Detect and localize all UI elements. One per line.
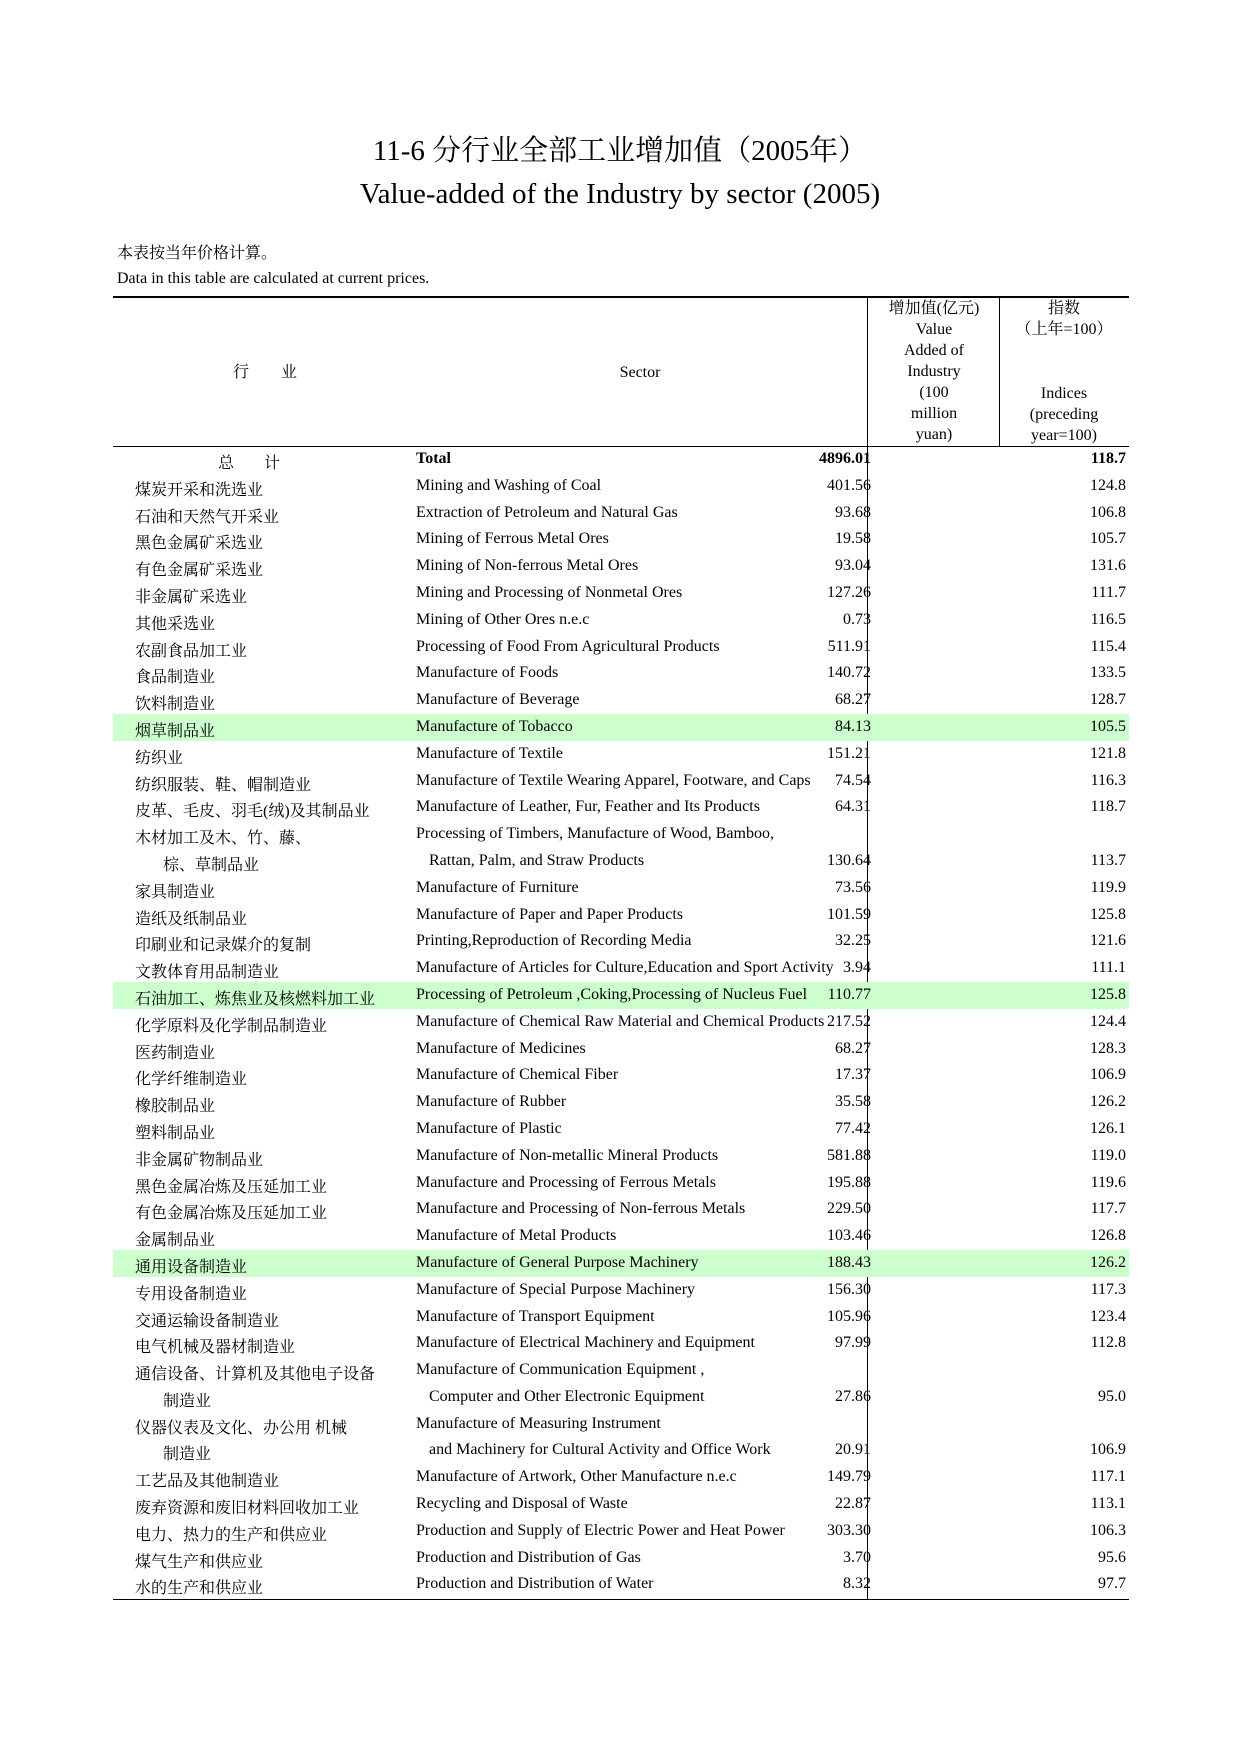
sector-name-en: Manufacture of Communication Equipment , bbox=[416, 1361, 705, 1379]
sector-name-en: Manufacture of Paper and Paper Products bbox=[416, 905, 684, 923]
header-index-bottom-line: (preceding bbox=[1029, 406, 1099, 423]
index-cell: 113.1 bbox=[1090, 1495, 1126, 1513]
sector-name-cn: 纺织服装、鞋、帽制造业 bbox=[135, 776, 312, 794]
table-row bbox=[113, 1464, 1129, 1491]
value-added-cell: 156.30 bbox=[827, 1280, 871, 1298]
sector-name-cn: 总计 bbox=[218, 455, 311, 472]
value-added-cell: 229.50 bbox=[827, 1200, 871, 1218]
header-value-line: million bbox=[910, 405, 958, 422]
index-cell: 116.3 bbox=[1090, 771, 1126, 789]
index-cell: 116.5 bbox=[1090, 610, 1126, 628]
table-bottom-rule bbox=[113, 1599, 1129, 1600]
index-cell: 112.8 bbox=[1090, 1334, 1126, 1352]
sector-name-cn: 制造业 bbox=[163, 1392, 212, 1410]
table-row bbox=[113, 1545, 1129, 1572]
sector-name-en: Production and Distribution of Water bbox=[416, 1575, 654, 1593]
header-index-bottom-line: year=100) bbox=[1031, 427, 1097, 444]
sector-name-en: Manufacture of Electrical Machinery and Equipment bbox=[416, 1334, 755, 1352]
value-added-cell: 22.87 bbox=[835, 1495, 871, 1513]
sector-name-cn: 煤气生产和供应业 bbox=[135, 1553, 264, 1571]
sector-name-cn: 医药制造业 bbox=[135, 1044, 216, 1062]
table-row bbox=[113, 1089, 1129, 1116]
table-row bbox=[113, 875, 1129, 902]
sector-name-en: Processing of Petroleum ,Coking,Processing of Nucleus Fuel bbox=[416, 985, 808, 1003]
index-cell: 133.5 bbox=[1090, 664, 1126, 682]
sector-name-en: Mining of Non-ferrous Metal Ores bbox=[416, 557, 639, 575]
sector-name-en: Extraction of Petroleum and Natural Gas bbox=[416, 503, 678, 521]
table-row bbox=[113, 1170, 1129, 1197]
sector-name-cn: 化学纤维制造业 bbox=[135, 1071, 248, 1089]
value-added-cell: 130.64 bbox=[827, 851, 871, 869]
table-row bbox=[113, 1223, 1129, 1250]
sector-name-cn: 石油加工、炼焦业及核燃料加工业 bbox=[135, 990, 376, 1008]
sector-name-en: Manufacture of Medicines bbox=[416, 1039, 586, 1057]
index-cell: 106.8 bbox=[1090, 503, 1126, 521]
sector-name-en: Manufacture of Rubber bbox=[416, 1093, 567, 1111]
sector-name-cn: 棕、草制品业 bbox=[163, 856, 260, 874]
table-row bbox=[113, 500, 1129, 527]
sector-name-cn: 金属制品业 bbox=[135, 1232, 216, 1250]
index-cell: 118.7 bbox=[1090, 450, 1126, 467]
index-cell: 121.6 bbox=[1090, 932, 1126, 950]
index-cell: 119.6 bbox=[1090, 1173, 1126, 1191]
sector-name-cn: 橡胶制品业 bbox=[135, 1098, 216, 1116]
table-row bbox=[113, 1411, 1129, 1438]
value-added-cell: 74.54 bbox=[835, 771, 871, 789]
sector-name-cn: 造纸及纸制品业 bbox=[135, 910, 248, 928]
sector-name-en: Mining of Ferrous Metal Ores bbox=[416, 530, 609, 548]
sector-name-cn: 黑色金属矿采选业 bbox=[135, 535, 264, 553]
header-value-line: Added of bbox=[904, 342, 964, 359]
table-row bbox=[113, 1571, 1129, 1598]
header-index-bottom-line: Indices bbox=[1040, 385, 1088, 402]
sector-name-en: Total bbox=[416, 450, 451, 467]
sector-name-cn: 有色金属冶炼及压延加工业 bbox=[135, 1205, 328, 1223]
value-added-cell: 32.25 bbox=[835, 932, 871, 950]
table-row bbox=[113, 634, 1129, 661]
sector-name-cn: 印刷业和记录媒介的复制 bbox=[135, 937, 312, 955]
sector-name-cn: 仪器仪表及文化、办公用 机械 bbox=[135, 1419, 348, 1437]
sector-name-en: Manufacture of Transport Equipment bbox=[416, 1307, 655, 1325]
header-index-top-line: （上年=100） bbox=[1015, 321, 1113, 338]
sector-name-en: Manufacture of Metal Products bbox=[416, 1227, 617, 1245]
sector-name-en: Manufacture of Tobacco bbox=[416, 717, 573, 735]
sector-name-cn: 煤炭开采和洗选业 bbox=[135, 481, 264, 499]
sector-name-cn: 其他采选业 bbox=[135, 615, 216, 633]
table-row bbox=[113, 741, 1129, 768]
value-added-cell: 17.37 bbox=[835, 1066, 871, 1084]
header-value-line: (100 bbox=[919, 384, 949, 401]
header-value-line: Industry bbox=[907, 363, 961, 380]
value-added-cell: 103.46 bbox=[827, 1227, 871, 1245]
header-index-top bbox=[1000, 298, 1128, 340]
table-row bbox=[113, 473, 1129, 500]
value-added-cell: 149.79 bbox=[827, 1468, 871, 1486]
sector-name-en: Manufacture of Plastic bbox=[416, 1119, 562, 1137]
table-row bbox=[113, 1491, 1129, 1518]
sector-name-cn: 电气机械及器材制造业 bbox=[135, 1339, 296, 1357]
sector-name-en: Mining and Processing of Nonmetal Ores bbox=[416, 583, 683, 601]
index-cell: 128.3 bbox=[1090, 1039, 1126, 1057]
sector-name-en: Processing of Food From Agricultural Products bbox=[416, 637, 720, 655]
index-cell: 97.7 bbox=[1098, 1575, 1126, 1593]
sector-name-cn: 化学原料及化学制品制造业 bbox=[135, 1017, 328, 1035]
index-cell: 105.7 bbox=[1090, 530, 1126, 548]
table-row bbox=[113, 687, 1129, 714]
index-cell: 124.8 bbox=[1090, 476, 1126, 494]
table-row bbox=[113, 1357, 1129, 1384]
sector-name-en: Manufacture of Leather, Fur, Feather and Its Products bbox=[416, 798, 760, 816]
sector-name-cn: 通用设备制造业 bbox=[135, 1258, 248, 1276]
table-row bbox=[113, 848, 1129, 875]
header-value-line: 增加值(亿元) bbox=[888, 300, 980, 317]
table-row bbox=[113, 1518, 1129, 1545]
sector-name-cn: 农副食品加工业 bbox=[135, 642, 248, 660]
index-cell: 131.6 bbox=[1090, 557, 1126, 575]
sector-name-en: Manufacture of Furniture bbox=[416, 878, 579, 896]
table-row bbox=[113, 1277, 1129, 1304]
sector-name-en: Mining and Washing of Coal bbox=[416, 476, 602, 494]
sector-name-en: Manufacture of Measuring Instrument bbox=[416, 1414, 661, 1432]
total-row bbox=[113, 446, 1129, 473]
page-title-en: Value-added of the Industry by sector (2005) bbox=[359, 178, 881, 210]
index-cell: 106.9 bbox=[1090, 1441, 1126, 1459]
header-value-added bbox=[870, 298, 998, 445]
value-added-cell: 303.30 bbox=[827, 1521, 871, 1539]
sector-name-cn: 纺织业 bbox=[135, 749, 184, 767]
sector-name-en: Manufacture of Articles for Culture,Education and Sport Activity bbox=[416, 959, 834, 977]
header-value-line: Value bbox=[915, 321, 953, 338]
table-row bbox=[113, 1330, 1129, 1357]
index-cell: 128.7 bbox=[1090, 691, 1126, 709]
index-cell: 111.7 bbox=[1091, 583, 1126, 601]
value-added-cell: 68.27 bbox=[835, 1039, 871, 1057]
index-cell: 115.4 bbox=[1090, 637, 1126, 655]
sector-name-cn: 黑色金属冶炼及压延加工业 bbox=[135, 1178, 328, 1196]
header-index-top-line: 指数 bbox=[1047, 300, 1080, 317]
table-row bbox=[113, 768, 1129, 795]
sector-name-cn: 非金属矿物制品业 bbox=[135, 1151, 264, 1169]
index-cell: 126.2 bbox=[1090, 1253, 1126, 1271]
table-row bbox=[113, 928, 1129, 955]
value-added-cell: 0.73 bbox=[843, 610, 871, 628]
sector-name-cn: 废弃资源和废旧材料回收加工业 bbox=[135, 1500, 360, 1518]
index-cell: 125.8 bbox=[1090, 985, 1126, 1003]
value-added-cell: 401.56 bbox=[827, 476, 871, 494]
sector-name-cn: 通信设备、计算机及其他电子设备 bbox=[135, 1366, 376, 1384]
sector-name-cn: 有色金属矿采选业 bbox=[135, 562, 264, 580]
index-cell: 113.7 bbox=[1090, 851, 1126, 869]
value-added-cell: 127.26 bbox=[827, 583, 871, 601]
header-value-line: yuan) bbox=[915, 426, 953, 443]
value-added-cell: 93.68 bbox=[835, 503, 871, 521]
value-added-cell: 110.77 bbox=[827, 985, 871, 1003]
value-added-cell: 20.91 bbox=[835, 1441, 871, 1459]
value-added-cell: 77.42 bbox=[835, 1119, 871, 1137]
index-cell: 123.4 bbox=[1090, 1307, 1126, 1325]
value-added-cell: 8.32 bbox=[843, 1575, 871, 1593]
index-cell: 118.7 bbox=[1090, 798, 1126, 816]
value-added-cell: 101.59 bbox=[827, 905, 871, 923]
table-row bbox=[113, 1116, 1129, 1143]
industry-table-body bbox=[113, 446, 1129, 1598]
index-cell: 106.9 bbox=[1090, 1066, 1126, 1084]
sector-name-en: Processing of Timbers, Manufacture of Wood, Bamboo, bbox=[416, 825, 774, 843]
sector-name-en: Manufacture of Textile Wearing Apparel, Footware, and Caps bbox=[416, 771, 811, 789]
sector-name-en: Manufacture of Chemical Fiber bbox=[416, 1066, 619, 1084]
index-cell: 126.8 bbox=[1090, 1227, 1126, 1245]
sector-name-en: Production and Supply of Electric Power and Heat Power bbox=[416, 1521, 785, 1539]
table-row bbox=[113, 1250, 1129, 1277]
table-row bbox=[113, 821, 1129, 848]
sector-name-cn: 烟草制品业 bbox=[135, 722, 216, 740]
sector-name-en: Computer and Other Electronic Equipment bbox=[429, 1387, 705, 1405]
sector-name-en: Manufacture of Textile bbox=[416, 744, 563, 762]
value-added-cell: 84.13 bbox=[835, 717, 871, 735]
sector-name-en: and Machinery for Cultural Activity and Office Work bbox=[429, 1441, 771, 1459]
index-cell: 95.6 bbox=[1098, 1548, 1126, 1566]
index-cell: 126.1 bbox=[1090, 1119, 1126, 1137]
index-cell: 126.2 bbox=[1090, 1093, 1126, 1111]
sector-name-en: Manufacture of Special Purpose Machinery bbox=[416, 1280, 696, 1298]
value-added-cell: 581.88 bbox=[827, 1146, 871, 1164]
index-cell: 111.1 bbox=[1091, 959, 1126, 977]
value-added-cell: 35.58 bbox=[835, 1093, 871, 1111]
index-cell: 95.0 bbox=[1098, 1387, 1126, 1405]
table-row bbox=[113, 1009, 1129, 1036]
table-note-cn: 本表按当年价格计算。 bbox=[117, 245, 278, 262]
sector-name-en: Manufacture of Chemical Raw Material and Chemical Products bbox=[416, 1012, 825, 1030]
table-row bbox=[113, 1304, 1129, 1331]
index-cell: 119.0 bbox=[1090, 1146, 1126, 1164]
sector-name-cn: 电力、热力的生产和供应业 bbox=[135, 1526, 328, 1544]
table-row bbox=[113, 982, 1129, 1009]
index-cell: 125.8 bbox=[1090, 905, 1126, 923]
table-row bbox=[113, 1143, 1129, 1170]
header-sector-cn: 行 业 bbox=[232, 364, 297, 381]
value-added-cell: 27.86 bbox=[835, 1387, 871, 1405]
sector-name-en: Manufacture of Foods bbox=[416, 664, 559, 682]
index-cell: 105.5 bbox=[1090, 717, 1126, 735]
value-added-cell: 140.72 bbox=[827, 664, 871, 682]
sector-name-cn: 木材加工及木、竹、藤、 bbox=[135, 830, 312, 848]
table-row bbox=[113, 580, 1129, 607]
value-added-cell: 93.04 bbox=[835, 557, 871, 575]
table-row bbox=[113, 1036, 1129, 1063]
table-row bbox=[113, 660, 1129, 687]
sector-name-en: Manufacture of Artwork, Other Manufacture n.e.c bbox=[416, 1468, 737, 1486]
table-note-en: Data in this table are calculated at current prices. bbox=[117, 270, 430, 287]
table-row bbox=[113, 1196, 1129, 1223]
value-added-cell: 68.27 bbox=[835, 691, 871, 709]
header-index-bottom bbox=[1000, 383, 1128, 446]
sector-name-en: Mining of Other Ores n.e.c bbox=[416, 610, 590, 628]
value-added-cell: 105.96 bbox=[827, 1307, 871, 1325]
sector-name-en: Rattan, Palm, and Straw Products bbox=[429, 851, 645, 869]
sector-name-cn: 塑料制品业 bbox=[135, 1124, 216, 1142]
table-row bbox=[113, 1437, 1129, 1464]
table-row bbox=[113, 955, 1129, 982]
value-added-cell: 64.31 bbox=[835, 798, 871, 816]
value-added-cell: 97.99 bbox=[835, 1334, 871, 1352]
value-added-cell: 511.91 bbox=[827, 637, 871, 655]
index-cell: 121.8 bbox=[1090, 744, 1126, 762]
sector-name-en: Printing,Reproduction of Recording Media bbox=[416, 932, 692, 950]
table-row bbox=[113, 794, 1129, 821]
sector-name-cn: 文教体育用品制造业 bbox=[135, 964, 280, 982]
page-title-cn: 11-6 分行业全部工业增加值（2005年） bbox=[372, 135, 868, 167]
table-row bbox=[113, 526, 1129, 553]
value-added-cell: 73.56 bbox=[835, 878, 871, 896]
table-row bbox=[113, 1062, 1129, 1089]
sector-name-cn: 非金属矿采选业 bbox=[135, 588, 248, 606]
sector-name-en: Manufacture of General Purpose Machinery bbox=[416, 1253, 699, 1271]
sector-name-en: Manufacture and Processing of Non-ferrous Metals bbox=[416, 1200, 746, 1218]
value-added-cell: 195.88 bbox=[827, 1173, 871, 1191]
index-cell: 106.3 bbox=[1090, 1521, 1126, 1539]
sector-name-cn: 水的生产和供应业 bbox=[135, 1580, 264, 1598]
sector-name-en: Manufacture and Processing of Ferrous Metals bbox=[416, 1173, 716, 1191]
sector-name-cn: 制造业 bbox=[163, 1446, 212, 1464]
header-sector-en: Sector bbox=[619, 364, 661, 381]
sector-name-cn: 专用设备制造业 bbox=[135, 1285, 248, 1303]
sector-name-en: Manufacture of Beverage bbox=[416, 691, 580, 709]
table-row bbox=[113, 553, 1129, 580]
index-cell: 117.7 bbox=[1090, 1200, 1126, 1218]
sector-name-cn: 皮革、毛皮、羽毛(绒)及其制品业 bbox=[135, 803, 370, 821]
sector-name-en: Recycling and Disposal of Waste bbox=[416, 1495, 628, 1513]
value-added-cell: 217.52 bbox=[827, 1012, 871, 1030]
sector-name-cn: 石油和天然气开采业 bbox=[135, 508, 280, 526]
index-cell: 124.4 bbox=[1090, 1012, 1126, 1030]
value-added-cell: 19.58 bbox=[835, 530, 871, 548]
value-added-cell: 3.70 bbox=[843, 1548, 871, 1566]
table-row bbox=[113, 714, 1129, 741]
table-row bbox=[113, 607, 1129, 634]
sector-name-en: Manufacture of Non-metallic Mineral Products bbox=[416, 1146, 719, 1164]
sector-name-cn: 家具制造业 bbox=[135, 883, 216, 901]
sector-name-cn: 饮料制造业 bbox=[135, 696, 216, 714]
sector-name-cn: 交通运输设备制造业 bbox=[135, 1312, 280, 1330]
index-cell: 117.3 bbox=[1090, 1280, 1126, 1298]
value-added-cell: 4896.01 bbox=[819, 450, 871, 467]
value-added-cell: 188.43 bbox=[827, 1253, 871, 1271]
table-row bbox=[113, 902, 1129, 929]
index-cell: 117.1 bbox=[1090, 1468, 1126, 1486]
sector-name-cn: 工艺品及其他制造业 bbox=[135, 1473, 280, 1491]
value-added-cell: 3.94 bbox=[843, 959, 871, 977]
table-row bbox=[113, 1384, 1129, 1411]
sector-name-en: Production and Distribution of Gas bbox=[416, 1548, 641, 1566]
sector-name-cn: 食品制造业 bbox=[135, 669, 216, 687]
value-added-cell: 151.21 bbox=[827, 744, 871, 762]
index-cell: 119.9 bbox=[1090, 878, 1126, 896]
